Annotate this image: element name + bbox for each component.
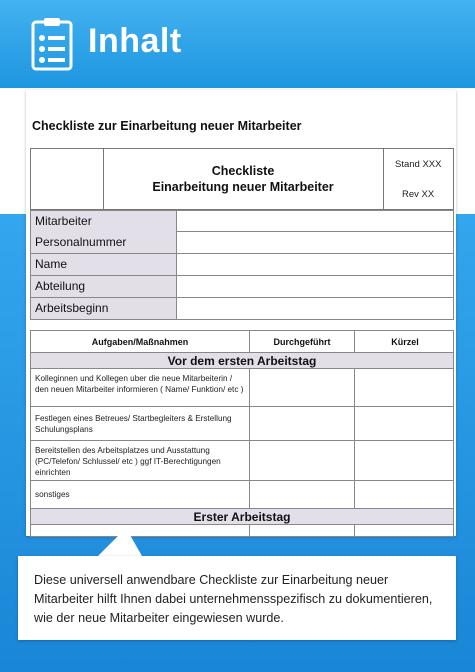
done-cell[interactable] (250, 407, 355, 440)
header-title-line2: Einarbeitung neuer Mitarbeiter (152, 180, 334, 194)
field-label: Name (31, 254, 177, 275)
caption-box (18, 556, 456, 640)
column-header-done: Durchgeführt (250, 331, 355, 352)
column-header-initials: Kürzel (391, 337, 419, 347)
speech-bubble-tail (98, 528, 142, 556)
header-title-cell (103, 149, 384, 209)
column-header-tasks: Aufgaben/Maßnahmen (31, 331, 250, 352)
field-personalnummer[interactable] (30, 232, 454, 254)
field-label: Mitarbeiter (31, 211, 177, 232)
document-title: Checkliste zur Einarbeitung neuer Mitarbeiter (32, 119, 302, 133)
logo-cell (31, 149, 104, 209)
field-name[interactable] (30, 254, 454, 276)
header-title-line1: Checkliste (211, 164, 275, 178)
done-cell[interactable] (250, 481, 355, 508)
table-row (30, 369, 454, 407)
task-text: sonstiges (31, 481, 250, 508)
field-label: Personalnummer (31, 232, 177, 253)
section-before-first-day: Vor dem ersten Arbeitstag (30, 353, 454, 369)
task-text: Kolleginnen und Kollegen uber die neue Mitarbeiterin / den neuen Mitarbeiter informieren ( Name/ Funktion/ etc ) (31, 369, 250, 406)
done-cell[interactable] (250, 369, 355, 406)
field-label: Abteilung (31, 276, 177, 297)
initials-cell[interactable] (355, 369, 455, 406)
header-band (0, 0, 475, 88)
initials-cell[interactable] (355, 441, 455, 480)
done-cell[interactable] (250, 441, 355, 480)
task-text: Bereitstellen des Arbeitsplatzes und Ausstattung (PC/Telefon/ Schlussel/ etc ) ggf IT-Berechtigungen einrichten (31, 441, 250, 480)
field-label: Arbeitsbeginn (31, 298, 177, 319)
table-row (30, 407, 454, 441)
field-arbeitsbeginn[interactable] (30, 298, 454, 320)
stand-label: Stand XXX (395, 159, 442, 170)
field-abteilung[interactable] (30, 276, 454, 298)
document-header-box (30, 148, 454, 210)
checklist-document (26, 90, 456, 536)
checklist-icon (30, 16, 74, 72)
table-row (30, 441, 454, 481)
rev-label: Rev XX (402, 189, 435, 200)
caption-text: Diese universell anwendbare Checkliste zur Einarbeitung neuer Mitarbeiter hilft Ihnen dabei unternehmensspezifisch zu dokumentieren, wie der neue Mitarbeiter eingewiesen wurde. (34, 573, 433, 625)
revision-cell (383, 149, 453, 209)
table-row (30, 481, 454, 509)
section-first-day: Erster Arbeitstag (30, 509, 454, 525)
initials-cell[interactable] (355, 481, 455, 508)
table-row (30, 525, 454, 537)
done-cell[interactable] (250, 525, 355, 536)
initials-cell[interactable] (355, 525, 455, 536)
initials-cell[interactable] (355, 407, 455, 440)
page-title: Inhalt (88, 22, 182, 60)
field-mitarbeiter[interactable] (30, 210, 454, 232)
task-table (30, 330, 454, 537)
task-text: Festlegen eines Betreues/ Startbegleiters & Erstellung Schulungsplans (31, 407, 250, 440)
table-header-row (30, 330, 454, 353)
